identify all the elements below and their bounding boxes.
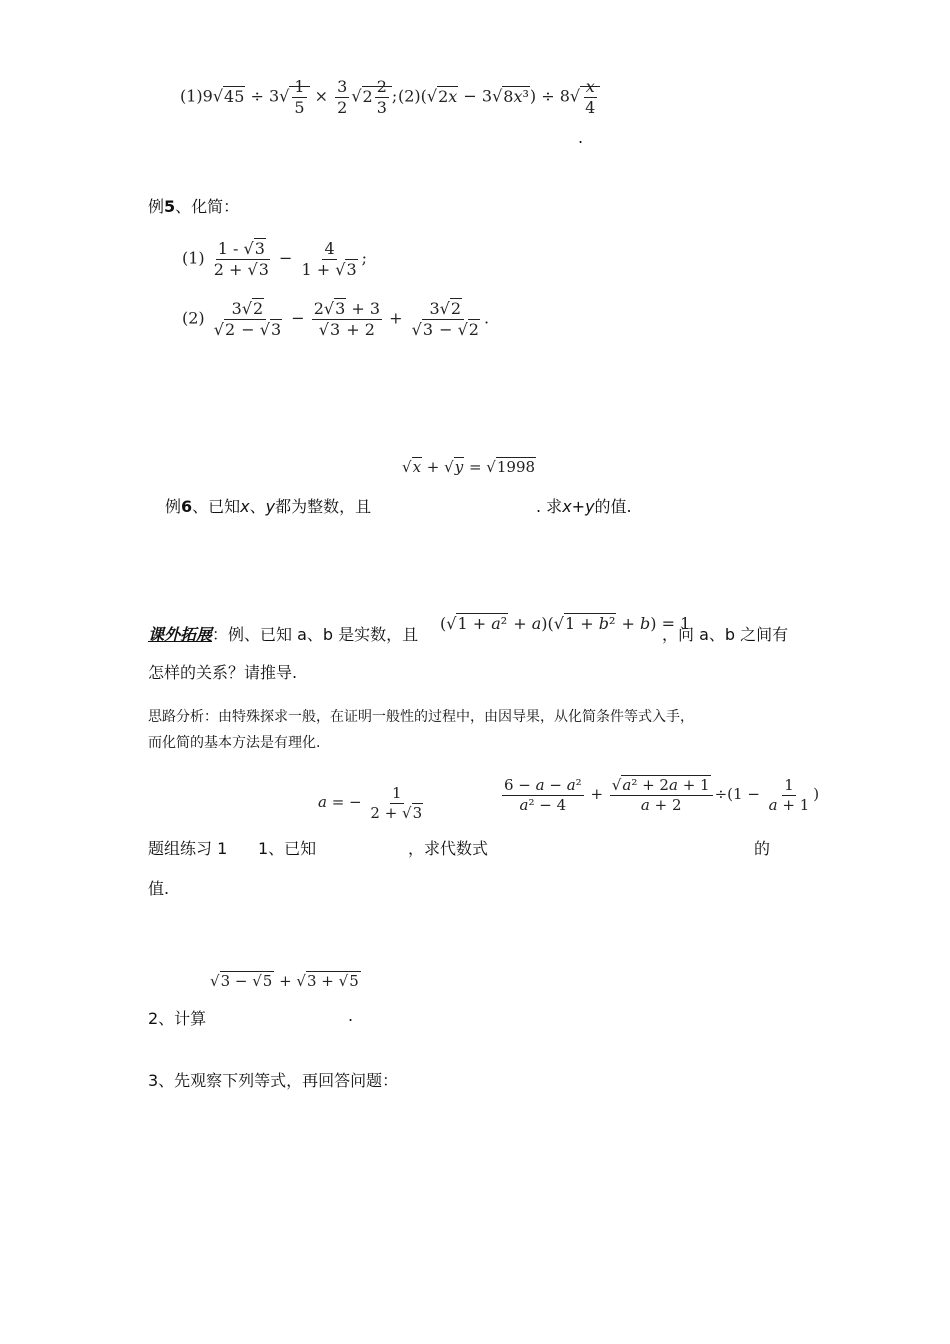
- practice-q1-text-d: 值.: [148, 879, 170, 898]
- example5-part1-end: ;: [361, 248, 368, 268]
- practice-q2-formula: √3 − √5 + √3 + √5: [210, 972, 359, 990]
- practice-label: 题组练习 1: [148, 839, 228, 858]
- practice-q1-expression-formula: $\frac{\text{6 − a − a²}}{\text{a² − 4}}$ + $\frac{\text{√a² + 2a + 1}}{a + 2}$ ÷(1 − $\frac{1}{a + 1}$ ): [504, 776, 820, 814]
- example6-condition-formula: √x + √y = √1998: [402, 458, 536, 476]
- practice-q2-text: 2、计算: [148, 1009, 207, 1028]
- extension-line1-end: ，问 a、b 之间有: [662, 625, 789, 644]
- example6-question: [536, 494, 632, 517]
- extension-condition-formula: (√1 + a² + a)(√1 + b² + b) = 1: [440, 614, 691, 633]
- extension-line1: [148, 622, 418, 645]
- example5-part2: (2) $\frac{3√2}{√2 - √3}$ − $\frac{2√3 + 3}{√3 + 2}$ + $\frac{3√2}{√3 - √2}$ .: [182, 299, 490, 339]
- practice-q1-text-b: ，求代数式: [408, 839, 489, 858]
- exercise-1-label: (1): [180, 86, 203, 106]
- exercise-1-formula: (1)9√45 ÷ 3√ $\frac{1}{5}$ × $\frac{3}{2}$ √2 $\frac{2}{3}$ ;: [180, 77, 398, 117]
- example6-text2: 都为整数，且: [275, 497, 372, 516]
- practice-q1-text-c: 的: [754, 839, 771, 858]
- example5-suffix: 、化简：: [175, 197, 240, 216]
- example5-heading: [148, 194, 239, 217]
- example6-plus: +: [571, 497, 586, 516]
- analysis-line1: 思路分析：由特殊探求一般，在证明一般性的过程中，由因导果，从化简条件等式入手，: [148, 709, 694, 725]
- top-trailing-period: .: [578, 128, 584, 147]
- example6-text4: 的值.: [594, 497, 632, 516]
- example5-part2-end: .: [483, 308, 490, 328]
- example5-prefix: 例: [148, 197, 165, 216]
- extension-heading: 课外拓展: [148, 625, 213, 644]
- example5-part1-label: (1): [182, 248, 205, 268]
- example6-y2: y: [585, 497, 595, 516]
- example6-text1: 、已知: [192, 497, 241, 516]
- example6-x: x: [240, 497, 250, 516]
- example6-text3: . 求: [536, 497, 563, 516]
- example6-text: [165, 494, 371, 517]
- analysis-line2: 而化简的基本方法是有理化.: [148, 735, 321, 751]
- example6-y: y: [265, 497, 276, 516]
- example5-number: 5: [164, 197, 176, 216]
- example5-part2-label: (2): [182, 308, 205, 328]
- example6-sep: 、: [249, 497, 266, 516]
- exercise-2-formula: (2)(√2x − 3√8x³) ÷ 8√ $\frac{x}{4}$: [398, 78, 600, 116]
- practice-q3-text: 3、先观察下列等式，再回答问题：: [148, 1071, 399, 1090]
- practice-q2-end: .: [348, 1006, 354, 1025]
- example6-number: 6: [181, 497, 193, 516]
- example6-prefix: 例: [165, 497, 182, 516]
- practice-q1-text-a: 1、已知: [258, 839, 317, 858]
- extension-line1-a: ：例、已知 a、b 是实数，且: [212, 625, 419, 644]
- example5-part1: (1) $\frac{1 - √3}{2 + √3}$ − $\frac{4}{1 + √3}$ ;: [182, 239, 368, 279]
- exercise-2-label: (2): [398, 86, 421, 106]
- example6-x2: x: [562, 497, 572, 516]
- extension-line2: 怎样的关系？请推导.: [148, 663, 298, 682]
- practice-q1-given-formula: a = − $\frac{1}{2 + √3}$: [318, 784, 423, 822]
